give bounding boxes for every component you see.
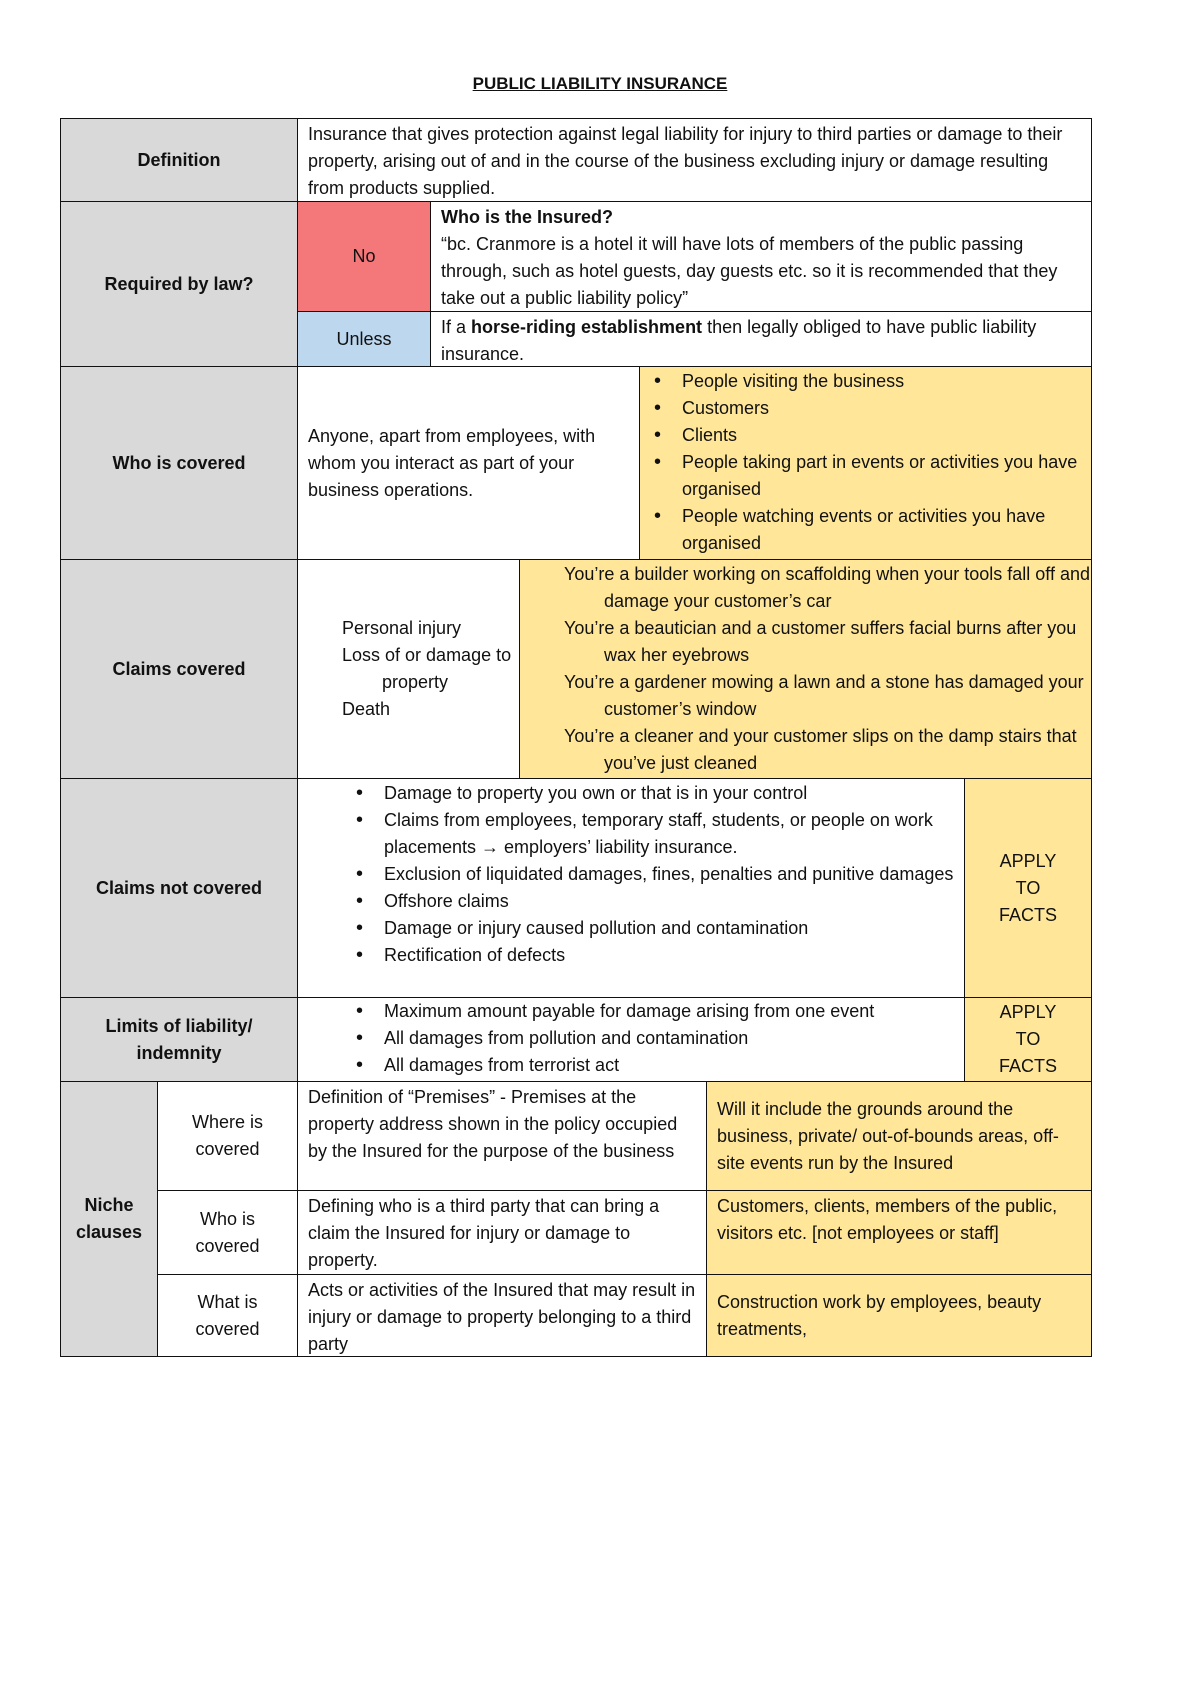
who-is-insured-cell [430,201,1092,312]
who-is-covered-text [297,366,640,560]
list-item: • Loss of or damage to property [298,642,519,696]
list-item: • Claims from employees, temporary staff, students, or people on work placements → employers’ liability insurance. [342,807,964,861]
list-item: • Death [298,696,519,723]
limits-label-text: Limits of liability/ indemnity [105,1015,253,1063]
niche-who-label-text: Who is covered [195,1208,260,1256]
list-item: • Exclusion of liquidated damages, fines, penalties and punitive damages [342,861,964,888]
niche-what-label-text: What is covered [195,1291,260,1339]
required-no-badge: No [297,201,431,312]
niche-where-note-text: Will it include the grounds around the business, private/ out-of-bounds areas, off-site events run by the Insured [717,1098,1059,1173]
unless-suffix: then legally obliged to have public liability insurance. [441,317,1037,364]
list-item: • All damages from terrorist act [342,1052,964,1079]
definition-label: Definition [60,118,298,202]
niche-what-text: Acts or activities of the Insured that may result in injury or damage to property belonging to a third party [297,1274,707,1357]
unless-bold: horse-riding establishment [471,317,703,337]
niche-where-note [706,1081,1092,1191]
claims-not-covered-label: Claims not covered [60,778,298,998]
page-title: PUBLIC LIABILITY INSURANCE [472,74,728,93]
list-item: • Damage or injury caused pollution and contamination [342,915,964,942]
claims-covered-examples [519,559,1092,779]
niche-where-label [157,1081,298,1191]
list-item: • You’re a beautician and a customer suffers facial burns after you wax her eyebrows [520,615,1091,669]
list-item: • You’re a builder working on scaffolding when your tools fall off and damage your customer’s car [520,561,1091,615]
who-is-insured-text: “bc. Cranmore is a hotel it will have lots of members of the public passing through, such as hotel guests, day guests etc. so it is recommended that they take out a public liability policy” [441,234,1058,308]
unless-prefix: If a [441,317,472,337]
list-item: • Customers [640,395,1091,422]
who-is-covered-list [639,366,1092,560]
claims-not-covered-list [297,778,965,998]
niche-where-text: Definition of “Premises” - Premises at the property address shown in the policy occupied by the Insured for the purpose of the business [297,1081,707,1191]
required-by-law-label: Required by law? [60,201,298,367]
who-is-covered-description: Anyone, apart from employees, with whom you interact as part of your business operations. [308,425,596,500]
niche-what-label [157,1274,298,1357]
list-item: • All damages from pollution and contamination [342,1025,964,1052]
niche-where-label-text: Where is covered [191,1112,263,1159]
definition-text: Insurance that gives protection against legal liability for injury to third parties or damage to their property, arising out of and in the course of the business excluding injury or damage resulting from products supplied. [297,118,1092,202]
unless-text [430,311,1092,367]
limits-label [60,997,298,1082]
limits-list [297,997,965,1082]
apply-to-facts-note: APPLY TO FACTS [998,1002,1057,1076]
limits-apply [964,997,1092,1082]
niche-who-note: Customers, clients, members of the public, visitors etc. [not employees or staff] [706,1190,1092,1275]
claims-covered-label: Claims covered [60,559,298,779]
niche-clauses-label [60,1081,158,1357]
list-item: • People visiting the business [640,368,1091,395]
who-is-covered-label: Who is covered [60,366,298,560]
list-item: • Personal injury [298,615,519,642]
list-item: • Clients [640,422,1091,449]
who-is-insured-heading: Who is the Insured? [441,207,614,227]
niche-what-note [706,1274,1092,1357]
claims-covered-types [297,559,520,779]
list-item: • People watching events or activities you have organised [640,503,1091,557]
required-unless-badge: Unless [297,311,431,367]
apply-to-facts-note: APPLY TO FACTS [998,850,1057,925]
niche-clauses-label-text: Niche clauses [75,1195,143,1242]
list-item: • Maximum amount payable for damage arising from one event [342,998,964,1025]
list-item: • People taking part in events or activities you have organised [640,449,1091,503]
niche-who-label [157,1190,298,1275]
list-item: • Offshore claims [342,888,964,915]
claims-not-covered-apply [964,778,1092,998]
list-item: • You’re a cleaner and your customer slips on the damp stairs that you’ve just cleaned [520,723,1091,777]
list-item: • You’re a gardener mowing a lawn and a stone has damaged your customer’s window [520,669,1091,723]
list-item: • Damage to property you own or that is in your control [342,780,964,807]
niche-what-note-text: Construction work by employees, beauty treatments, [717,1291,1042,1339]
niche-who-text: Defining who is a third party that can bring a claim the Insured for injury or damage to property. [297,1190,707,1275]
list-item: • Rectification of defects [342,942,964,969]
